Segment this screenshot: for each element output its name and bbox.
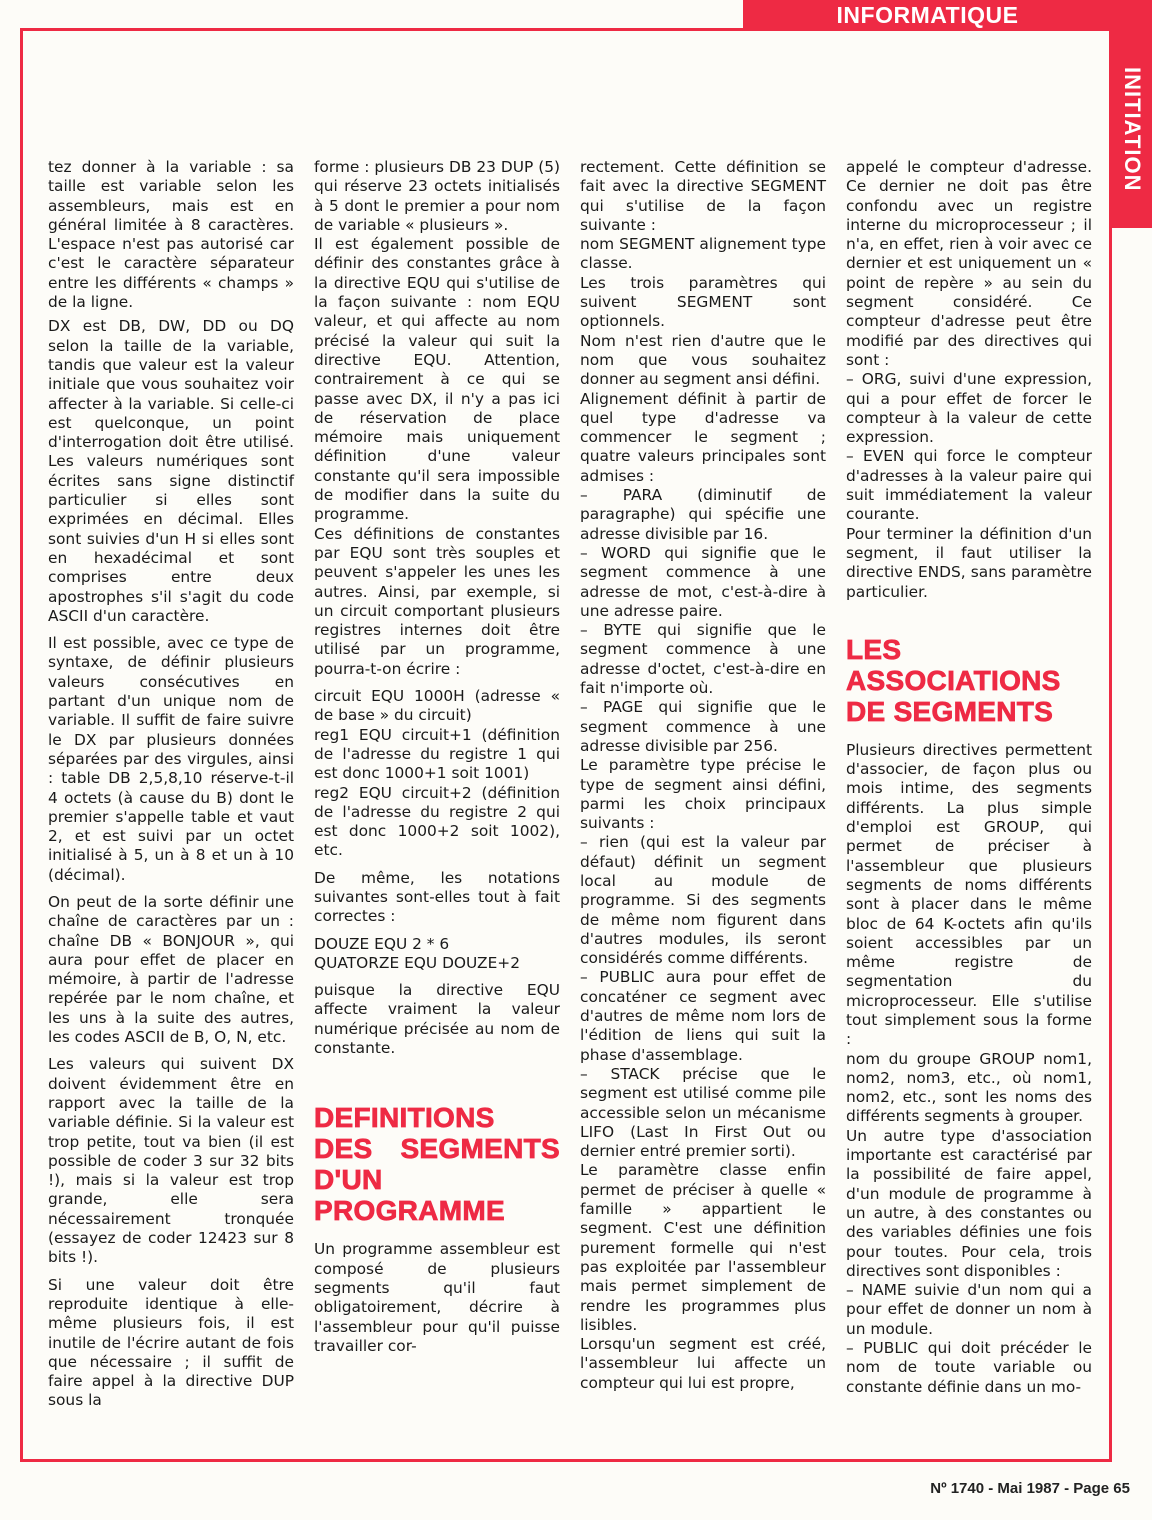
column-3	[580, 158, 826, 1416]
paragraph: Il est possible, avec ce type de syntaxe, de définir plusieurs valeurs consécutives en partant d'un unique nom de variable. Il suffit de faire suivre le DX par plusieurs données séparées par des virgules, ainsi : table DB 2,5,8,10 réserve-t-il 4 octets (à cause du B) dont le premier s'appelle table et vaut 2, et est suivi par un octet initialisé à 5, un à 8 et un à 10 (décimal).	[48, 634, 294, 884]
paragraph: DX est DB, DW, DD ou DQ selon la taille de la variable, tandis que valeur est la valeur initiale que vous souhaitez voir affecter à la variable. Si celle-ci est quelconque, un point d'interrogation doit être utilisé. Les valeurs numériques sont écrites sans signe distinctif particulier si elles sont exprimées en décimal. Elles sont suivies d'un H si elles sont en hexadécimal et sont comprises entre deux apostrophes s'il s'agit du code ASCII d'un caractère.	[48, 317, 294, 625]
list-item: – PAGE qui signifie que le segment commence à une adresse divisible par 256.	[580, 698, 826, 755]
code-line: DOUZE EQU 2 * 6	[314, 934, 450, 953]
paragraph: Les trois paramètres qui suivent SEGMENT sont optionnels.	[580, 273, 826, 331]
section-heading: LES ASSOCIATIONS DE SEGMENTS	[846, 633, 1061, 727]
code-line: reg1 EQU circuit+1 (définition de l'adresse du registre 1 qui est donc 1000+1 soit 1001)	[314, 725, 560, 783]
paragraph: tez donner à la variable : sa taille est variable selon les assembleurs, mais est en général limitée à 8 caractères. L'espace n'est pas autorisé car c'est le caractère séparateur entre les différents « champs » de la ligne.	[48, 158, 294, 312]
paragraph: Les valeurs qui suivent DX doivent évidemment être en rapport avec la taille de la variable définie. Si la valeur est trop petite, tout va bien (il est possible de coder 3 sur 32 bits !), mais si la valeur est trop grande, elle sera nécessairement tronquée (essayez de coder 12423 sur 8 bits !).	[48, 1055, 294, 1267]
page-footer	[930, 1480, 1130, 1497]
paragraph: rectement. Cette définition se fait avec la directive SEGMENT qui s'utilise de la façon suivante :	[580, 158, 826, 234]
section-tab	[743, 0, 1152, 30]
side-tab-label: INITIATION	[1120, 66, 1145, 192]
list-item: – BYTE qui signifie que le segment commence à une adresse d'octet, c'est-à-dire en fait n'importe où.	[580, 621, 826, 698]
side-tab	[1112, 30, 1152, 228]
column-1	[48, 158, 294, 1416]
code-line: reg2 EQU circuit+2 (définition de l'adresse du registre 2 qui est donc 1000+2 soit 1002), etc.	[314, 783, 560, 860]
list-item: – ORG, suivi d'une expression, qui a pour effet de forcer le compteur à la valeur de cette expression.	[846, 370, 1092, 447]
list-item: – rien (qui est la valeur par défaut) définit un segment local au module de programme. Si des segments de même nom figurent dans d'autres modules, ils seront considérés comme différents.	[580, 833, 826, 968]
paragraph: Pour terminer la définition d'un segment, il faut utiliser la directive ENDS, sans paramètre particulier.	[846, 524, 1092, 601]
paragraph: Lorsqu'un segment est créé, l'assembleur lui affecte un compteur qui lui est propre,	[580, 1335, 826, 1392]
list-item: – STACK précise que le segment est utilisé comme pile accessible selon un mécanisme LIFO (Last In First Out ou dernier entré premier sorti).	[580, 1064, 826, 1161]
paragraph: Si une valeur doit être reproduite identique à elle-même plusieurs fois, il est inutile de l'écrire autant de fois que nécessaire ; il suffit de faire appel à la directive DUP sous la	[48, 1275, 294, 1410]
paragraph: Plusieurs directives permettent d'associer, de façon plus ou mois intime, des segments différents. La plus simple d'emploi est GROUP, qui permet de préciser à l'assembleur que plusieurs segments de noms différents sont à placer dans le même bloc de 64 K-octets afin qu'ils soient accessibles par un même registre de segmentation du microprocesseur. Elle s'utilise tout simplement sous la forme :	[846, 740, 1092, 1049]
paragraph: Ces définitions de constantes par EQU sont très souples et peuvent s'appeler les unes les autres. Ainsi, par exemple, si un circuit comportant plusieurs registres internes doit être utilisé par un programme, pourra-t-on écrire :	[314, 524, 560, 678]
code-line: circuit EQU 1000H (adresse « de base » du circuit)	[314, 687, 560, 725]
list-item: – EVEN qui force le compteur d'adresses à la valeur paire qui suit immédiatement la valeur courante.	[846, 447, 1092, 524]
paragraph: appelé le compteur d'adresse. Ce dernier ne doit pas être confondu avec un registre interne du microprocesseur ; il n'a, en effet, rien à voir avec ce dernier et est uniquement un « point de repère » au sein du segment considéré. Ce compteur d'adresse peut être modifié par des directives qui sont :	[846, 158, 1092, 369]
section-tab-label: INFORMATIQUE	[836, 1, 1019, 28]
list-item: – PARA (diminutif de paragraphe) qui spécifie une adresse divisible par 16.	[580, 486, 826, 543]
list-item: – WORD qui signifie que le segment commence à une adresse de mot, c'est-à-dire à une adresse paire.	[580, 543, 826, 620]
paragraph: On peut de la sorte définir une chaîne de caractères par un : chaîne DB « BONJOUR », qui aura pour effet de placer en mémoire, à partir de l'adresse repérée par le nom chaîne, et les uns à la suite des autres, les codes ASCII de B, O, N, etc.	[48, 892, 294, 1047]
paragraph: Nom n'est rien d'autre que le nom que vous souhaitez donner au segment ansi défini.	[580, 331, 826, 389]
paragraph: Le paramètre type précise le type de segment ainsi défini, parmi les choix principaux suivants :	[580, 756, 826, 833]
paragraph: Le paramètre classe enfin permet de préciser à quelle « famille » appartient le segment. C'est une définition purement formelle qui n'est pas exploitée par l'assembleur mais permet simplement de rendre les programmes plus lisibles.	[580, 1161, 826, 1334]
code-line: nom du groupe GROUP nom1, nom2, nom3, etc., où nom1, nom2, etc., sont les noms des différents segments à grouper.	[846, 1049, 1092, 1126]
paragraph: Alignement définit à partir de quel type d'adresse va commencer le segment ; quatre valeurs principales sont admises :	[580, 389, 826, 485]
paragraph: Un programme assembleur est composé de plusieurs segments qu'il faut obligatoirement, décrire à l'assembleur pour qu'il puisse travailler cor-	[314, 1240, 560, 1355]
paragraph: Un autre type d'association importante est caractérisé par la possibilité de faire appel, d'un module de programme à un autre, à des constantes ou des variables définies une fois pour toutes. Pour cela, trois directives sont disponibles :	[846, 1126, 1092, 1280]
paragraph: forme : plusieurs DB 23 DUP (5) qui réserve 23 octets initialisés à 5 dont le premier a pour nom de variable « plusieurs ».	[314, 158, 560, 234]
paragraph: puisque la directive EQU affecte vraiment la valeur numérique précisée au nom de constante.	[314, 981, 560, 1058]
code-line: QUATORZE EQU DOUZE+2	[314, 953, 520, 972]
list-item: – PUBLIC aura pour effet de concaténer ce segment avec d'autres de même nom lors de l'édition de liens qui suit la phase d'assemblage.	[580, 968, 826, 1064]
section-heading: DEFINITIONS DES SEGMENTS D'UN PROGRAMME	[314, 1102, 560, 1227]
list-item: – PUBLIC qui doit précéder le nom de toute variable ou constante définie dans un mo-	[846, 1339, 1092, 1396]
column-4	[846, 158, 1092, 1416]
issue-page-info: Nº 1740 - Mai 1987 - Page 65	[930, 1480, 1130, 1497]
paragraph: De même, les notations suivantes sont-elles tout à fait correctes :	[314, 868, 560, 926]
column-2	[314, 158, 560, 1416]
paragraph: Il est également possible de définir des constantes grâce à la directive EQU qui s'utilise de la façon suivante : nom EQU valeur, et qui affecte au nom précisé la valeur qui suit la directive EQU. Attention, contrairement à ce qui se passe avec DX, il n'y a pas ici de réservation de place mémoire mais uniquement définition d'une valeur constante qu'il sera impossible de modifier dans la suite du programme.	[314, 235, 560, 524]
article-body	[48, 158, 1092, 1416]
code-line: nom SEGMENT alignement type classe.	[580, 235, 826, 273]
list-item: – NAME suivie d'un nom qui a pour effet de donner un nom à un module.	[846, 1281, 1092, 1338]
